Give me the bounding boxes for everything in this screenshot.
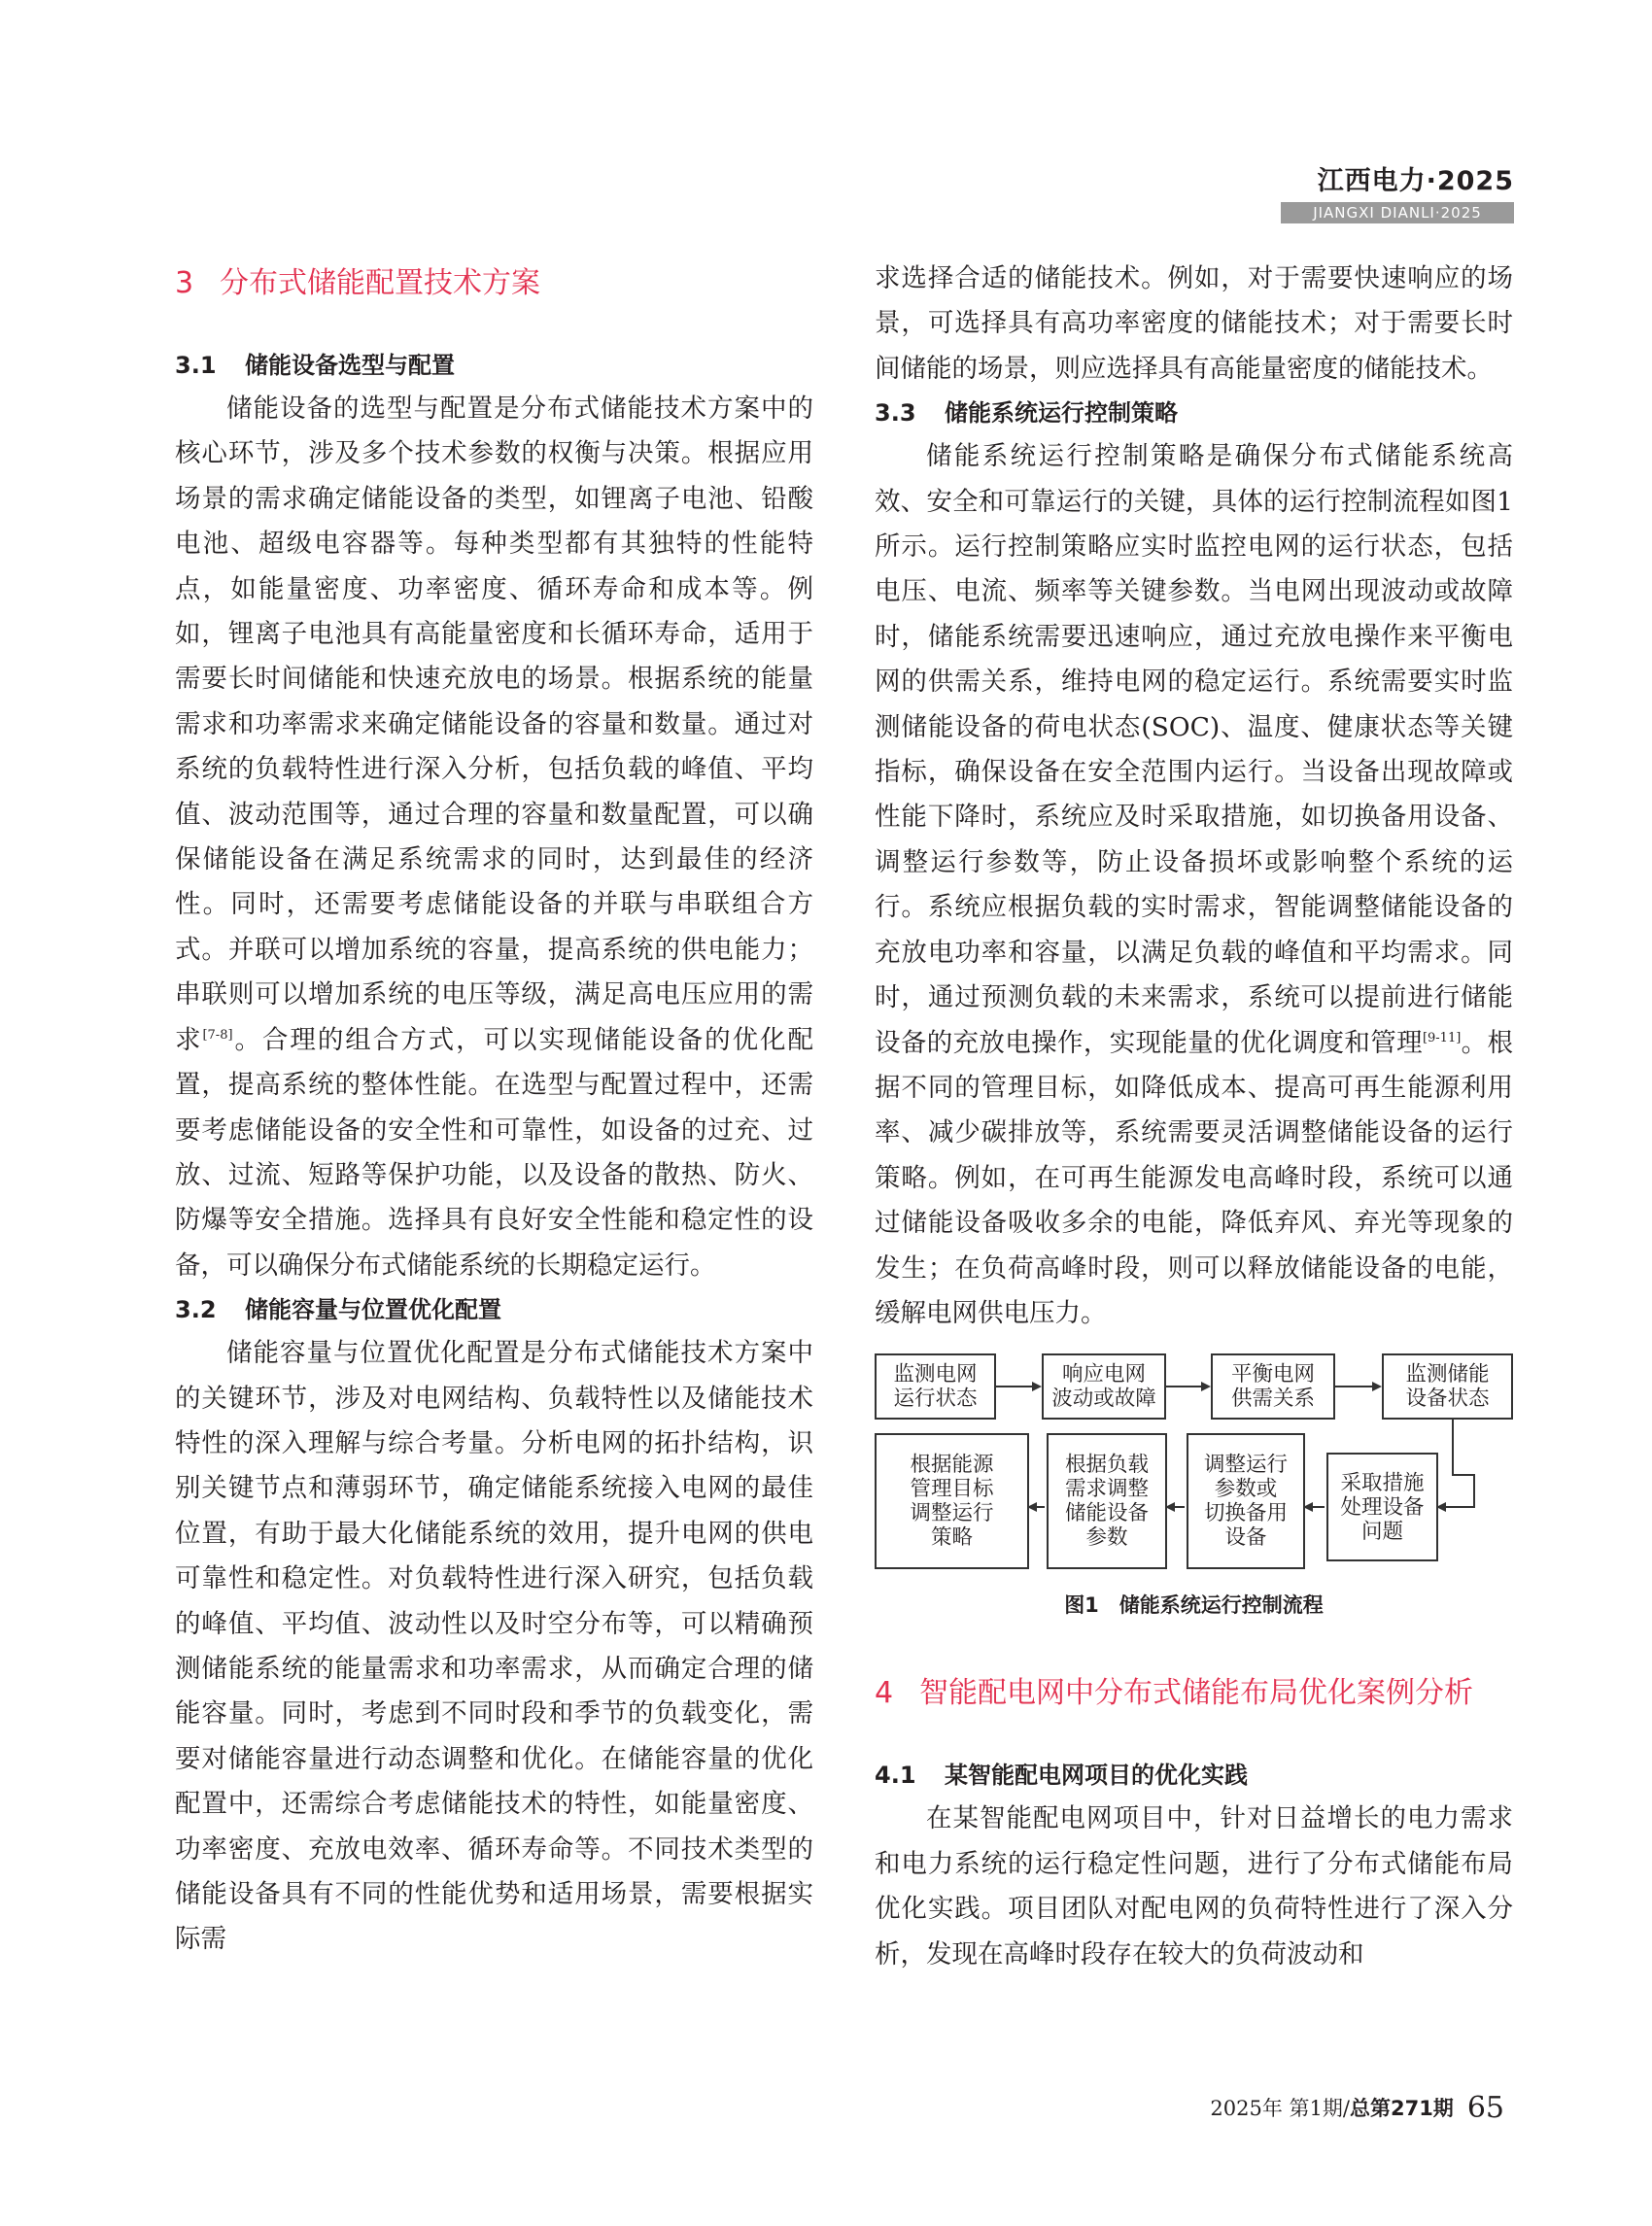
issue-info: 2025年 第1期/ — [1210, 2097, 1350, 2120]
paragraph-4-1: 在某智能配电网项目中，针对日益增长的电力需求和电力系统的运行稳定性问题，进行了分布式储能布局优化实践。项目团队对配电网的负荷特性进行了深入分析，发现在高峰时段存在较大的负荷波动和 — [875, 1803, 1513, 1969]
flow-step-adjust-by-load: 根据负载 需求调整 储能设备 参数 — [1047, 1433, 1167, 1569]
paragraph-3-2: 储能容量与位置优化配置是分布式储能技术方案中的关键环节，涉及对电网结构、负载特性以及储能技术特性的深入理解与综合考量。分析电网的拓扑结构，识别关键节点和薄弱环节，确定储能系统接入电网的最佳位置，有助于最大化储能系统的效用，提升电网的供电可靠性和稳定性。对负载特性进行深入研究，包括负载的峰值、平均值、波动性以及时空分布等，可以精确预测储能系统的能量需求和功率需求，从而确定合理的储能容量。同时，考虑到不同时段和季节的负载变化，需要对储能容量进行动态调整和优化。在储能容量的优化配置中，还需综合考虑储能技术的特性，如能量密度、功率密度、充放电效率、循环寿命等。不同技术类型的储能设备具有不同的性能优势和适用场景，需要根据实际需 — [175, 1338, 813, 1955]
flow-step-monitor-grid: 监测电网 运行状态 — [875, 1353, 996, 1420]
flow-step-handle-problems: 采取措施 处理设备 问题 — [1326, 1453, 1438, 1561]
subsection-title: 储能容量与位置优化配置 — [245, 1296, 501, 1324]
citation: [9-11] — [1422, 1030, 1462, 1045]
subsection-number: 4.1 — [875, 1762, 916, 1790]
section-4-heading — [875, 1674, 1513, 1713]
subsection-3-3-heading — [875, 392, 1513, 434]
paragraph-text: 。合理的组合方式，可以实现储能设备的优化配置，提高系统的整体性能。在选型与配置过程中，还需要考虑储能设备的安全性和可靠性，如设备的过充、过放、过流、短路等保护功能，以及设备的散热、防火、防爆等安全措施。选择具有良好安全性能和稳定性的设备，可以确保分布式储能系统的长期稳定运行。 — [175, 1024, 814, 1281]
subsection-number: 3.2 — [175, 1296, 217, 1324]
paragraph-text: 。根据不同的管理目标，如降低成本、提高可再生能源利用率、减少碳排放等，系统需要灵活调整储能设备的运行策略。例如，在可再生能源发电高峰时段，系统可以通过储能设备吸收多余的电能，降低弃风、弃光等现象的发生；在负荷高峰时段，则可以释放储能设备的电能，缓解电网供电压力。 — [875, 1027, 1514, 1328]
total-issue: 总第271期 — [1349, 2097, 1454, 2120]
citation: [7-8] — [202, 1027, 233, 1043]
page-number: 65 — [1466, 2091, 1504, 2125]
flow-step-balance-grid: 平衡电网 供需关系 — [1211, 1353, 1335, 1420]
paragraph-text: 储能设备的选型与配置是分布式储能技术方案中的核心环节，涉及多个技术参数的权衡与决策。根据应用场景的需求确定储能设备的类型，如锂离子电池、铅酸电池、超级电容器等。每种类型都有其独特的性能特点，如能量密度、功率密度、循环寿命和成本等。例如，锂离子电池具有高能量密度和长循环寿命，适用于需要长时间储能和快速充放电的场景。根据系统的能量需求和功率需求来确定储能设备的容量和数量。通过对系统的负载特性进行深入分析，包括负载的峰值、平均值、波动范围等，通过合理的容量和数量配置，可以确保储能设备在满足系统需求的同时，达到最佳的经济性。同时，还需要考虑储能设备的并联与串联组合方式。并联可以增加系统的容量，提高系统的供电能力；串联则可以增加系统的电压等级，满足高电压应用的需求 — [175, 394, 813, 1055]
section-title: 智能配电网中分布式储能布局优化案例分析 — [919, 1676, 1473, 1711]
subsection-title: 某智能配电网项目的优化实践 — [945, 1762, 1248, 1790]
subsection-3-1-heading — [175, 344, 813, 387]
page-footer — [1210, 2093, 1504, 2124]
paragraph-3-3 — [875, 434, 1513, 1336]
section-3-heading — [175, 264, 813, 303]
flow-step-respond-grid: 响应电网 波动或故障 — [1042, 1353, 1166, 1420]
journal-title: 江西电力·2025 — [1317, 166, 1514, 196]
left-column — [175, 257, 813, 1963]
paragraph-3-2-continued: 求选择合适的储能技术。例如，对于需要快速响应的场景，可选择具有高功率密度的储能技术；对于需要长时间储能的场景，则应选择具有高能量密度的储能技术。 — [875, 263, 1513, 384]
journal-header — [1281, 165, 1514, 223]
control-flow-diagram — [875, 1353, 1513, 1587]
right-column — [875, 257, 1513, 1977]
subsection-4-1-heading — [875, 1754, 1513, 1797]
subsection-number: 3.3 — [875, 399, 916, 428]
subsection-title: 储能设备选型与配置 — [245, 352, 455, 379]
flow-step-adjust-strategy: 根据能源 管理目标 调整运行 策略 — [875, 1433, 1029, 1569]
section-number: 3 — [175, 266, 194, 300]
figure-caption: 图1 储能系统运行控制流程 — [1064, 1593, 1324, 1618]
paragraph-3-1 — [175, 387, 813, 1288]
subsection-number: 3.1 — [175, 352, 217, 379]
section-number: 4 — [875, 1676, 894, 1711]
subsection-title: 储能系统运行控制策略 — [945, 399, 1178, 428]
flow-step-adjust-params: 调整运行 参数或 切换备用 设备 — [1187, 1433, 1305, 1569]
section-title: 分布式储能配置技术方案 — [220, 266, 540, 300]
journal-english-title: JIANGXI DIANLI·2025 — [1281, 202, 1514, 223]
paragraph-text: 储能系统运行控制策略是确保分布式储能系统高效、安全和可靠运行的关键，具体的运行控制流程如图1所示。运行控制策略应实时监控电网的运行状态，包括电压、电流、频率等关键参数。当电网出现波动或故障时，储能系统需要迅速响应，通过充放电操作来平衡电网的供需关系，维持电网的稳定运行。系统需要实时监测储能设备的荷电状态(SOC)、温度、健康状态等关键指标，确保设备在安全范围内运行。当设备出现故障或性能下降时，系统应及时采取措施，如切换备用设备、调整运行参数等，防止设备损坏或影响整个系统的运行。系统应根据负载的实时需求，智能调整储能设备的充放电功率和容量，以满足负载的峰值和平均需求。同时，通过预测负载的未来需求，系统可以提前进行储能设备的充放电操作，实现能量的优化调度和管理 — [875, 441, 1513, 1058]
flow-step-monitor-storage: 监测储能 设备状态 — [1382, 1353, 1513, 1420]
flow-arrow — [1438, 1420, 1474, 1507]
subsection-3-2-heading — [175, 1288, 813, 1331]
